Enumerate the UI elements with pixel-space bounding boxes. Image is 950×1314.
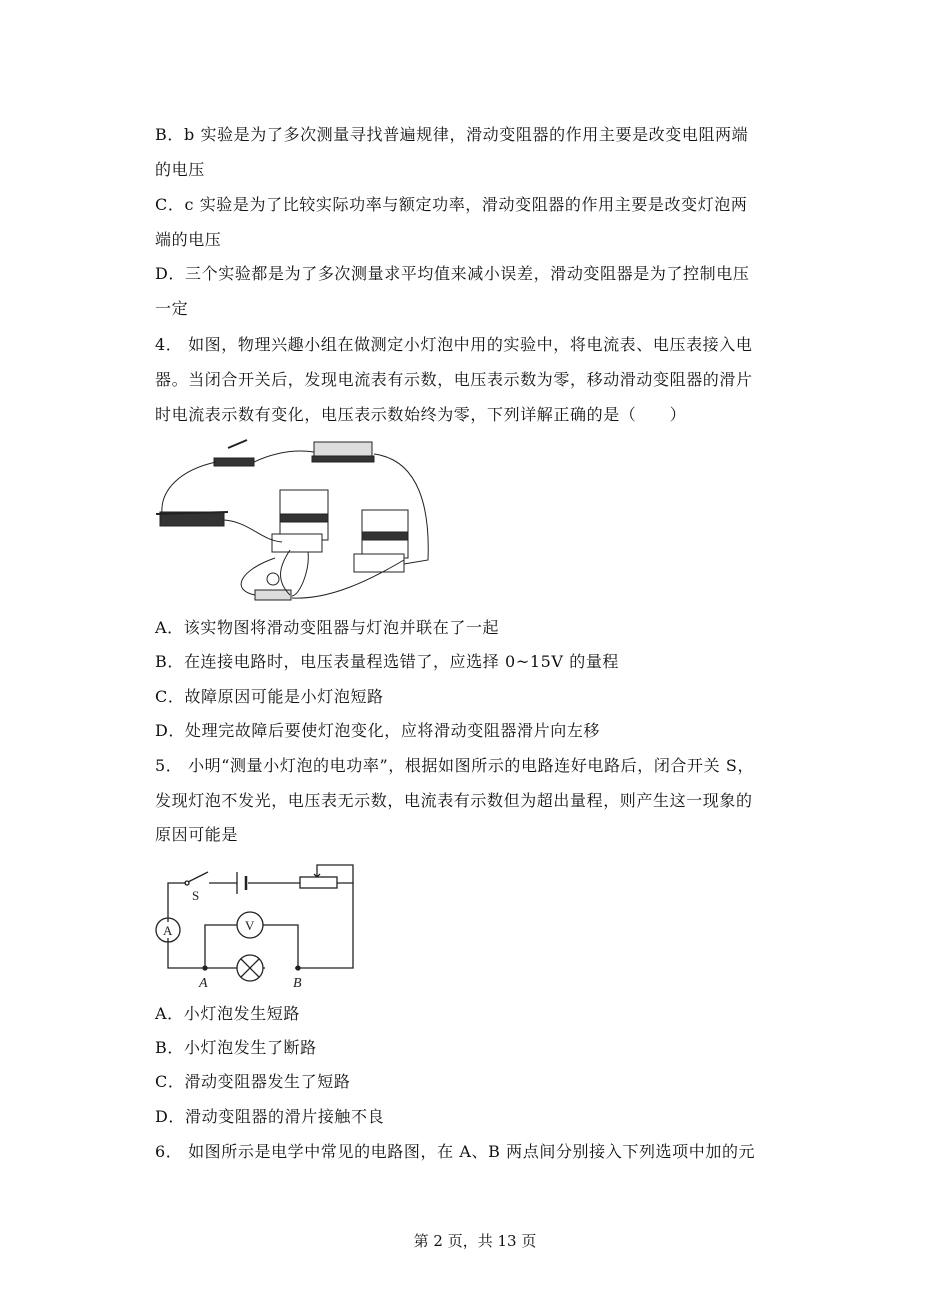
q5-option-b: B．小灯泡发生了断路 [155,1038,317,1057]
voltmeter-icon [272,490,328,552]
q4-option-b: B．在连接电路时，电压表量程选错了，应选择 0~15V 的量程 [155,652,620,671]
q5-stem-line1: 5． 小明“测量小灯泡的电功率”，根据如图所示的电路连好电路后，闭合开关 S， [155,756,755,775]
q4-option-c: C．故障原因可能是小灯泡短路 [155,687,384,706]
q3-option-c-line1: C．c 实验是为了比较实际功率与额定功率，滑动变阻器的作用主要是改变灯泡两 [155,195,748,214]
q5-circuit-diagram [140,850,370,990]
page-footer: 第 2 页，共 13 页 [413,1232,537,1250]
q4-stem-line1: 4． 如图，物理兴趣小组在做测定小灯泡中用的实验中，将电流表、电压表接入电 [155,335,753,354]
q3-option-b-line1: B．b 实验是为了多次测量寻找普遍规律，滑动变阻器的作用主要是改变电阻两端 [155,125,749,144]
q4-physical-circuit-figure [140,430,440,610]
rheostat-icon [300,877,337,888]
ammeter-label: A [163,923,173,938]
q6-stem-line1: 6． 如图所示是电学中常见的电路图，在 A、B 两点间分别接入下列选项中加的元 [155,1142,756,1161]
point-a-label: A [199,976,208,990]
q5-option-c: C．滑动变阻器发生了短路 [155,1072,351,1091]
q5-option-a: A．小灯泡发生短路 [155,1004,300,1023]
switch-blade [188,872,208,882]
rheostat-icon [156,512,228,526]
q4-option-a: A．该实物图将滑动变阻器与灯泡并联在了一起 [155,618,500,637]
q3-option-b-line2: 的电压 [155,160,205,179]
switch-icon [214,440,254,466]
q3-option-d-line1: D．三个实验都是为了多次测量求平均值来减小误差，滑动变阻器是为了控制电压 [155,264,750,283]
q5-stem-line3: 原因可能是 [155,825,239,844]
point-b-label: B [293,976,302,990]
switch-label: S [192,888,200,903]
voltmeter-label: V [245,918,255,933]
lamp-icon [237,955,263,981]
q4-stem-line3: 时电流表示数有变化，电压表示数始终为零，下列详解正确的是（ ） [155,405,687,424]
q3-option-d-line2: 一定 [155,299,189,318]
q5-stem-line2: 发现灯泡不发光，电压表无示数，电流表有示数但为超出量程，则产生这一现象的 [155,791,753,810]
bulb-icon [255,573,291,600]
q3-option-c-line2: 端的电压 [155,230,222,249]
q4-stem-line2: 器。当闭合开关后，发现电流表有示数，电压表示数为零，移动滑动变阻器的滑片 [155,370,753,389]
q4-option-d: D．处理完故障后要使灯泡变化，应将滑动变阻器滑片向左移 [155,721,601,740]
q5-option-d: D．滑动变阻器的滑片接触不良 [155,1107,385,1126]
battery-box-icon [312,442,374,462]
